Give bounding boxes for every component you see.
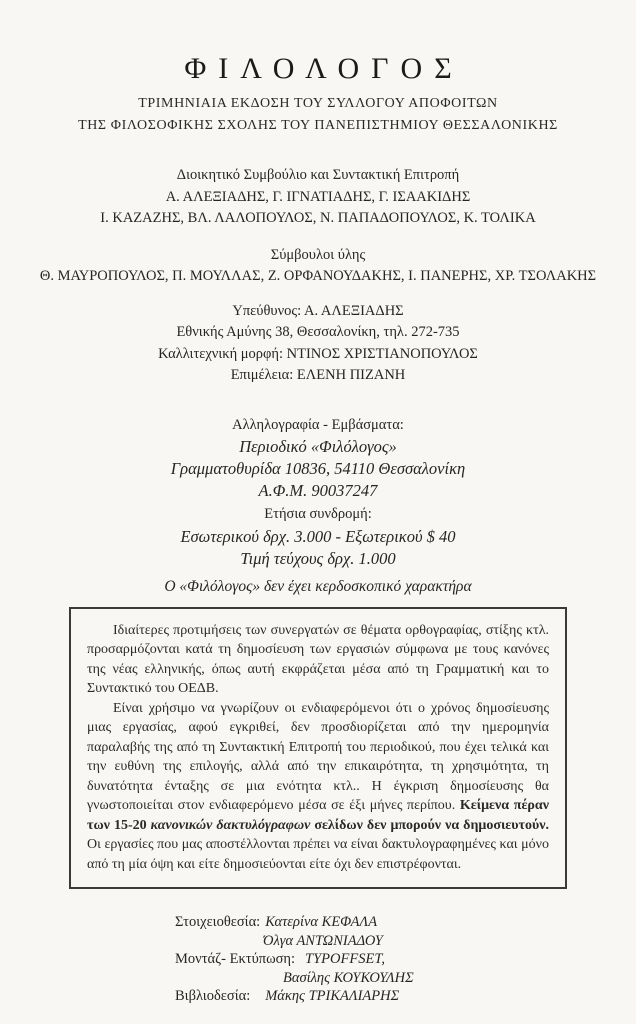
notice-paragraph-2-text: Είναι χρήσιμο να γνωρίζουν οι ενδιαφερόμενοι ότι ο χρόνος δημοσίευσης μιας εργασίας, αφού εγκριθεί, δεν προσδιορίζεται από την ημερομηνία παραλαβής της από τη Συντακτική Επιτροπή του περιοδικού, που έχει τελικά και την ευθύνη της επιλογής, αλλά από την επικαιρότητα, τη χρησιμότητα, τη δυνατότητα ένταξης σε μια ενότητα κτλ.. Η έγκριση δημοσίευσης θα γνωστοποιείται στον ενδιαφερόμενο μέσα σε έξι μήνες περίπου. (87, 700, 549, 813)
board-heading: Διοικητικό Συμβούλιο και Συντακτική Επιτροπή (176, 167, 460, 183)
page-title: ΦΙΛΟΛΟΓΟΣ (184, 52, 464, 85)
credit-value: Βασίλης ΚΟΥΚΟΥΛΗΣ (283, 969, 414, 986)
credits-row-typesetting-2 (175, 932, 636, 951)
tax-id-line: Α.Φ.Μ. 90037247 (258, 481, 378, 500)
editing-line: Επιμέλεια: ΕΛΕΝΗ ΠΙΖΑΝΗ (230, 367, 406, 383)
advisors-section (0, 245, 636, 288)
responsible-section (0, 301, 636, 387)
credit-value: Όλγα ΑΝΤΩΝΙΑΔΟΥ (263, 932, 383, 949)
advisors-members-line: Θ. ΜΑΥΡΟΠΟΥΛΟΣ, Π. ΜΟΥΛΛΑΣ, Ζ. ΟΡΦΑΝΟΥΔΑΚΗΣ, Ι. ΠΑΝΕΡΗΣ, ΧΡ. ΤΣΟΛΑΚΗΣ (39, 268, 597, 284)
submission-notice-box (69, 607, 567, 890)
issue-price-line: Τιμή τεύχους δρχ. 1.000 (240, 548, 396, 568)
correspondence-section (0, 415, 636, 503)
credit-value: Μάκης ΤΡΙΚΑΛΙΑΡΗΣ (265, 988, 400, 1004)
po-box-line: Γραμματοθυρίδα 10836, 54110 Θεσσαλονίκη (170, 459, 466, 478)
credit-value: Κατερίνα ΚΕΦΑΛΑ (265, 914, 378, 930)
credits-row-binding (175, 987, 636, 1006)
credit-label: Βιβλιοδεσία: (175, 988, 251, 1004)
board-section (0, 165, 636, 230)
notice-bold-run-2: σελίδων δεν μπορούν να δημοσιευτούν. (310, 817, 550, 833)
credits-row-printing-2 (175, 969, 636, 988)
subscription-section (0, 504, 636, 570)
responsible-person-line: Υπεύθυνος: Α. ΑΛΕΞΙΑΔΗΣ (232, 302, 404, 319)
notice-bold-italic-run: κανονικών δακτυλόγραφων (150, 817, 311, 833)
production-credits (175, 913, 636, 1006)
subtitle-line-2: ΤΗΣ ΦΙΛΟΣΟΦΙΚΗΣ ΣΧΟΛΗΣ ΤΟΥ ΠΑΝΕΠΙΣΤΗΜΙΟΥ ΘΕΣΣΑΛΟΝΙΚΗΣ (78, 117, 558, 133)
advisors-heading: Σύμβουλοι ύλης (270, 246, 366, 263)
credits-row-typesetting (175, 913, 636, 932)
art-direction-line: Καλλιτεχνική μορφή: ΝΤΙΝΟΣ ΧΡΙΣΤΙΑΝΟΠΟΥΛΟΣ (158, 345, 478, 362)
credit-value: TYPOFFSET, (305, 951, 385, 967)
notice-paragraph-1: Ιδιαίτερες προτιμήσεις των συνεργατών σε θέματα ορθογραφίας, στίξης κτλ. προσαρμόζονται κατά τη δημοσίευση των εργασιών σύμφωνα με τους κανόνες της νέας ελληνικής, όπως αυτή εκφράζεται μέσα από τη Γραμματική και το Συντακτικό του ΟΕΔΒ. (87, 622, 549, 696)
credit-label: Μοντάζ- Εκτύπωση: (175, 951, 296, 967)
subscription-rates-line: Εσωτερικού δρχ. 3.000 - Εξωτερικού $ 40 (180, 526, 456, 546)
notice-bold-run-1: Κείμενα πέραν των 15-20 (87, 798, 549, 833)
subtitle-line-1: ΤΡΙΜΗΝΙΑΙΑ ΕΚΔΟΣΗ ΤΟΥ ΣΥΛΛΟΓΟΥ ΑΠΟΦΟΙΤΩΝ (138, 96, 498, 111)
notice-paragraph-2-tail: Οι εργασίες που μας αποστέλλονται πρέπει να είναι δακτυλογραφημένες και μόνο από τη μία όψη και είτε δημοσιεύονται είτε όχι δεν επιστρέφονται. (87, 837, 549, 872)
correspondence-heading: Αλληλογραφία - Εμβάσματα: (232, 416, 404, 433)
notice-paragraph-2 (87, 699, 549, 875)
nonprofit-note: Ο «Φιλόλογος» δεν έχει κερδοσκοπικό χαρακτήρα (164, 577, 472, 595)
journal-name-line: Περιοδικό «Φιλόλογος» (239, 437, 397, 456)
subscription-heading: Ετήσια συνδρομή: (264, 506, 372, 522)
credits-row-printing (175, 950, 636, 969)
address-line: Εθνικής Αμύνης 38, Θεσσαλονίκη, τηλ. 272-735 (176, 324, 460, 340)
credit-label: Στοιχειοθεσία: (175, 914, 261, 930)
board-members-line-1: Α. ΑΛΕΞΙΑΔΗΣ, Γ. ΙΓΝΑΤΙΑΔΗΣ, Γ. ΙΣΑΑΚΙΔΗΣ (165, 188, 471, 205)
board-members-line-2: Ι. ΚΑΖΑΖΗΣ, ΒΛ. ΛΑΛΟΠΟΥΛΟΣ, Ν. ΠΑΠΑΔΟΠΟΥΛΟΣ, Κ. ΤΟΛΙΚΑ (100, 210, 536, 226)
